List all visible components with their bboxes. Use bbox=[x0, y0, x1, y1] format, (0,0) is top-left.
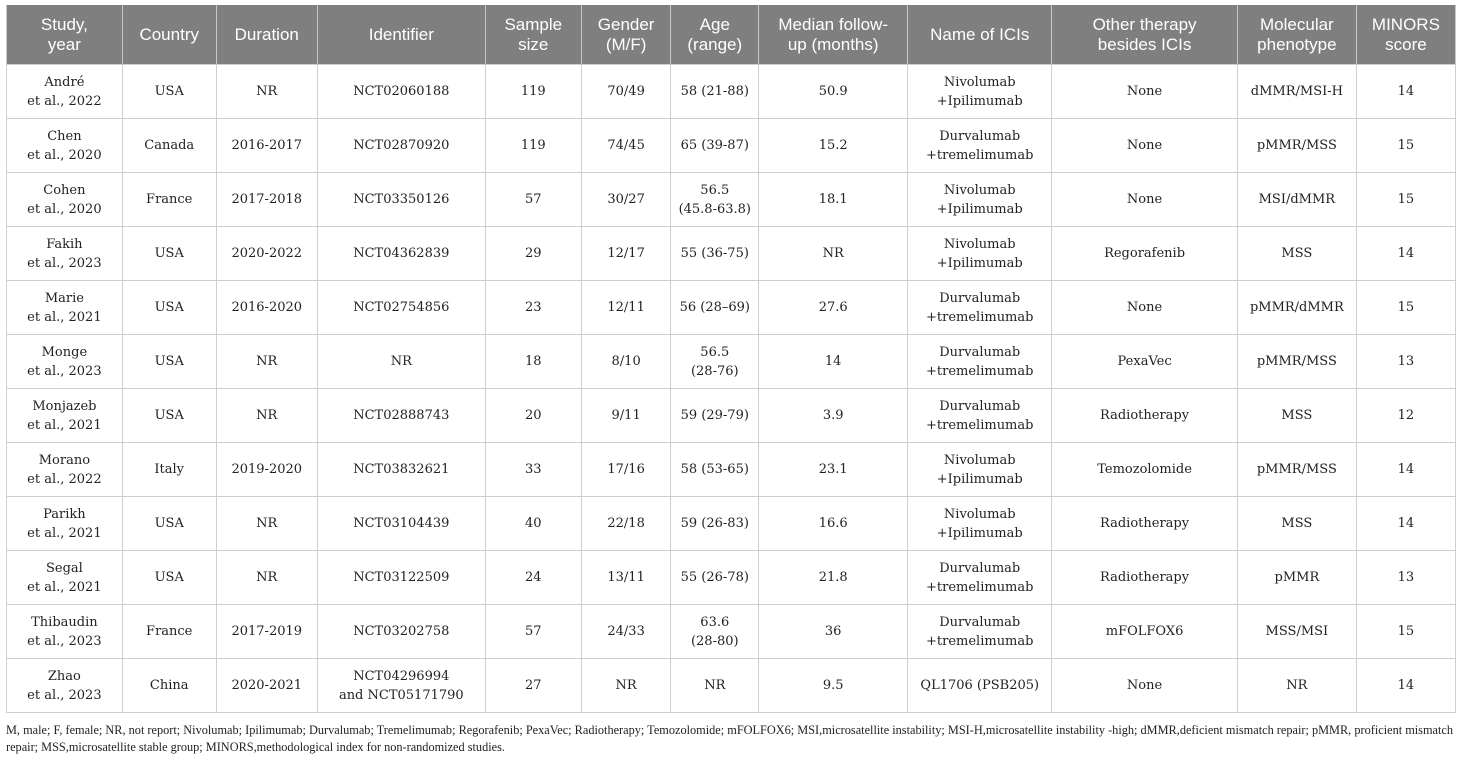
cell-name-of-icis: Durvalumab +tremelimumab bbox=[908, 605, 1052, 659]
cell-country: Italy bbox=[122, 443, 216, 497]
cell-identifier: NCT02888743 bbox=[317, 389, 485, 443]
cell-sample-size: 57 bbox=[485, 605, 581, 659]
cell-gender: 22/18 bbox=[581, 497, 671, 551]
cell-gender: 17/16 bbox=[581, 443, 671, 497]
header-molecular-phenotype: Molecular phenotype bbox=[1237, 5, 1356, 65]
cell-gender: 74/45 bbox=[581, 119, 671, 173]
cell-study-year: Fakih et al., 2023 bbox=[7, 227, 123, 281]
cell-molecular-phenotype: pMMR/dMMR bbox=[1237, 281, 1356, 335]
header-other-therapy: Other therapy besides ICIs bbox=[1052, 5, 1238, 65]
table-row bbox=[7, 119, 1456, 173]
cell-age: 58 (21-88) bbox=[671, 65, 759, 119]
cell-minors-score: 14 bbox=[1356, 659, 1455, 713]
cell-study-year: Marie et al., 2021 bbox=[7, 281, 123, 335]
header-minors-score: MINORS score bbox=[1356, 5, 1455, 65]
cell-sample-size: 40 bbox=[485, 497, 581, 551]
cell-study-year: Morano et al., 2022 bbox=[7, 443, 123, 497]
cell-identifier: NCT03202758 bbox=[317, 605, 485, 659]
cell-study-year: Parikh et al., 2021 bbox=[7, 497, 123, 551]
cell-sample-size: 27 bbox=[485, 659, 581, 713]
cell-age: 55 (36-75) bbox=[671, 227, 759, 281]
cell-minors-score: 13 bbox=[1356, 551, 1455, 605]
cell-minors-score: 15 bbox=[1356, 173, 1455, 227]
cell-sample-size: 57 bbox=[485, 173, 581, 227]
cell-study-year: Segal et al., 2021 bbox=[7, 551, 123, 605]
cell-other-therapy: None bbox=[1052, 281, 1238, 335]
cell-molecular-phenotype: MSI/dMMR bbox=[1237, 173, 1356, 227]
header-country: Country bbox=[122, 5, 216, 65]
cell-median-follow-up: 18.1 bbox=[759, 173, 908, 227]
cell-gender: 9/11 bbox=[581, 389, 671, 443]
cell-other-therapy: None bbox=[1052, 173, 1238, 227]
cell-name-of-icis: QL1706 (PSB205) bbox=[908, 659, 1052, 713]
cell-identifier: NCT03350126 bbox=[317, 173, 485, 227]
cell-minors-score: 14 bbox=[1356, 65, 1455, 119]
cell-identifier: NCT02060188 bbox=[317, 65, 485, 119]
cell-name-of-icis: Nivolumab +Ipilimumab bbox=[908, 443, 1052, 497]
cell-country: Canada bbox=[122, 119, 216, 173]
cell-duration: 2016-2017 bbox=[216, 119, 317, 173]
cell-gender: 70/49 bbox=[581, 65, 671, 119]
cell-minors-score: 15 bbox=[1356, 119, 1455, 173]
cell-age: 59 (26-83) bbox=[671, 497, 759, 551]
cell-molecular-phenotype: NR bbox=[1237, 659, 1356, 713]
cell-age: 55 (26-78) bbox=[671, 551, 759, 605]
cell-age: 58 (53-65) bbox=[671, 443, 759, 497]
header-row bbox=[7, 5, 1456, 65]
table-row bbox=[7, 497, 1456, 551]
cell-study-year: Monjazeb et al., 2021 bbox=[7, 389, 123, 443]
study-characteristics-table bbox=[6, 5, 1456, 713]
cell-country: USA bbox=[122, 227, 216, 281]
cell-country: USA bbox=[122, 389, 216, 443]
cell-sample-size: 20 bbox=[485, 389, 581, 443]
cell-gender: 12/11 bbox=[581, 281, 671, 335]
cell-median-follow-up: 36 bbox=[759, 605, 908, 659]
cell-country: USA bbox=[122, 551, 216, 605]
cell-identifier: NCT03832621 bbox=[317, 443, 485, 497]
cell-other-therapy: PexaVec bbox=[1052, 335, 1238, 389]
cell-other-therapy: Regorafenib bbox=[1052, 227, 1238, 281]
cell-minors-score: 12 bbox=[1356, 389, 1455, 443]
cell-name-of-icis: Nivolumab +Ipilimumab bbox=[908, 65, 1052, 119]
cell-study-year: Zhao et al., 2023 bbox=[7, 659, 123, 713]
cell-sample-size: 119 bbox=[485, 119, 581, 173]
cell-sample-size: 18 bbox=[485, 335, 581, 389]
cell-median-follow-up: 23.1 bbox=[759, 443, 908, 497]
table-header bbox=[7, 5, 1456, 65]
cell-duration: 2017-2019 bbox=[216, 605, 317, 659]
cell-molecular-phenotype: MSS bbox=[1237, 497, 1356, 551]
cell-median-follow-up: 21.8 bbox=[759, 551, 908, 605]
cell-other-therapy: Radiotherapy bbox=[1052, 389, 1238, 443]
cell-study-year: Cohen et al., 2020 bbox=[7, 173, 123, 227]
cell-country: USA bbox=[122, 281, 216, 335]
table-row bbox=[7, 605, 1456, 659]
cell-other-therapy: None bbox=[1052, 659, 1238, 713]
table-row bbox=[7, 335, 1456, 389]
cell-name-of-icis: Nivolumab +Ipilimumab bbox=[908, 173, 1052, 227]
cell-country: China bbox=[122, 659, 216, 713]
cell-sample-size: 23 bbox=[485, 281, 581, 335]
cell-name-of-icis: Durvalumab +tremelimumab bbox=[908, 119, 1052, 173]
cell-molecular-phenotype: pMMR/MSS bbox=[1237, 335, 1356, 389]
cell-other-therapy: Radiotherapy bbox=[1052, 551, 1238, 605]
cell-identifier: NCT04362839 bbox=[317, 227, 485, 281]
cell-minors-score: 13 bbox=[1356, 335, 1455, 389]
cell-sample-size: 29 bbox=[485, 227, 581, 281]
cell-minors-score: 14 bbox=[1356, 497, 1455, 551]
cell-country: USA bbox=[122, 335, 216, 389]
cell-study-year: Chen et al., 2020 bbox=[7, 119, 123, 173]
cell-identifier: NR bbox=[317, 335, 485, 389]
cell-identifier: NCT03104439 bbox=[317, 497, 485, 551]
cell-molecular-phenotype: dMMR/MSI-H bbox=[1237, 65, 1356, 119]
cell-molecular-phenotype: MSS bbox=[1237, 389, 1356, 443]
cell-study-year: André et al., 2022 bbox=[7, 65, 123, 119]
cell-age: NR bbox=[671, 659, 759, 713]
cell-median-follow-up: NR bbox=[759, 227, 908, 281]
study-characteristics-table-container bbox=[6, 5, 1456, 713]
table-row bbox=[7, 65, 1456, 119]
cell-gender: NR bbox=[581, 659, 671, 713]
cell-age: 63.6 (28-80) bbox=[671, 605, 759, 659]
header-sample-size: Sample size bbox=[485, 5, 581, 65]
cell-duration: 2017-2018 bbox=[216, 173, 317, 227]
table-row bbox=[7, 227, 1456, 281]
cell-age: 56 (28–69) bbox=[671, 281, 759, 335]
cell-median-follow-up: 15.2 bbox=[759, 119, 908, 173]
cell-name-of-icis: Durvalumab +tremelimumab bbox=[908, 551, 1052, 605]
cell-age: 65 (39-87) bbox=[671, 119, 759, 173]
cell-duration: NR bbox=[216, 65, 317, 119]
cell-duration: 2020-2022 bbox=[216, 227, 317, 281]
cell-minors-score: 14 bbox=[1356, 227, 1455, 281]
header-name-of-icis: Name of ICIs bbox=[908, 5, 1052, 65]
cell-other-therapy: mFOLFOX6 bbox=[1052, 605, 1238, 659]
header-study-year: Study, year bbox=[7, 5, 123, 65]
table-footnote: M, male; F, female; NR, not report; Nivolumab; Ipilimumab; Durvalumab; Tremelimumab; Regorafenib; PexaVec; Radiotherapy; Temozolomide; mFOLFOX6; MSI,microsatellite instability; MSI-H,microsatellite instability -high; dMMR,deficient mismatch repair; pMMR, proficient mismatch repair; MSS,microsatellite stable group; MINORS,methodological index for non-randomized studies. bbox=[6, 723, 1454, 754]
cell-age: 59 (29-79) bbox=[671, 389, 759, 443]
cell-median-follow-up: 3.9 bbox=[759, 389, 908, 443]
cell-median-follow-up: 16.6 bbox=[759, 497, 908, 551]
cell-sample-size: 24 bbox=[485, 551, 581, 605]
cell-gender: 8/10 bbox=[581, 335, 671, 389]
cell-country: USA bbox=[122, 65, 216, 119]
header-median-follow-up: Median follow- up (months) bbox=[759, 5, 908, 65]
table-row bbox=[7, 443, 1456, 497]
cell-name-of-icis: Durvalumab +tremelimumab bbox=[908, 389, 1052, 443]
cell-gender: 30/27 bbox=[581, 173, 671, 227]
cell-other-therapy: Radiotherapy bbox=[1052, 497, 1238, 551]
cell-duration: NR bbox=[216, 551, 317, 605]
cell-duration: NR bbox=[216, 335, 317, 389]
cell-other-therapy: Temozolomide bbox=[1052, 443, 1238, 497]
cell-age: 56.5 (45.8-63.8) bbox=[671, 173, 759, 227]
cell-name-of-icis: Nivolumab +Ipilimumab bbox=[908, 497, 1052, 551]
cell-median-follow-up: 9.5 bbox=[759, 659, 908, 713]
table-body bbox=[7, 65, 1456, 713]
cell-molecular-phenotype: pMMR bbox=[1237, 551, 1356, 605]
cell-name-of-icis: Durvalumab +tremelimumab bbox=[908, 281, 1052, 335]
header-gender: Gender (M/F) bbox=[581, 5, 671, 65]
cell-name-of-icis: Nivolumab +Ipilimumab bbox=[908, 227, 1052, 281]
cell-duration: NR bbox=[216, 497, 317, 551]
cell-molecular-phenotype: MSS/MSI bbox=[1237, 605, 1356, 659]
cell-gender: 13/11 bbox=[581, 551, 671, 605]
cell-duration: 2020-2021 bbox=[216, 659, 317, 713]
cell-duration: NR bbox=[216, 389, 317, 443]
cell-other-therapy: None bbox=[1052, 65, 1238, 119]
cell-duration: 2019-2020 bbox=[216, 443, 317, 497]
table-row bbox=[7, 281, 1456, 335]
cell-other-therapy: None bbox=[1052, 119, 1238, 173]
table-row bbox=[7, 389, 1456, 443]
table-row bbox=[7, 659, 1456, 713]
cell-country: France bbox=[122, 173, 216, 227]
cell-sample-size: 33 bbox=[485, 443, 581, 497]
cell-median-follow-up: 27.6 bbox=[759, 281, 908, 335]
cell-duration: 2016-2020 bbox=[216, 281, 317, 335]
cell-molecular-phenotype: pMMR/MSS bbox=[1237, 119, 1356, 173]
cell-identifier: NCT04296994 and NCT05171790 bbox=[317, 659, 485, 713]
table-row bbox=[7, 551, 1456, 605]
cell-identifier: NCT02754856 bbox=[317, 281, 485, 335]
header-duration: Duration bbox=[216, 5, 317, 65]
cell-identifier: NCT02870920 bbox=[317, 119, 485, 173]
cell-minors-score: 15 bbox=[1356, 605, 1455, 659]
header-age: Age (range) bbox=[671, 5, 759, 65]
cell-gender: 24/33 bbox=[581, 605, 671, 659]
cell-name-of-icis: Durvalumab +tremelimumab bbox=[908, 335, 1052, 389]
cell-study-year: Monge et al., 2023 bbox=[7, 335, 123, 389]
header-identifier: Identifier bbox=[317, 5, 485, 65]
cell-identifier: NCT03122509 bbox=[317, 551, 485, 605]
cell-sample-size: 119 bbox=[485, 65, 581, 119]
cell-study-year: Thibaudin et al., 2023 bbox=[7, 605, 123, 659]
cell-median-follow-up: 14 bbox=[759, 335, 908, 389]
cell-molecular-phenotype: MSS bbox=[1237, 227, 1356, 281]
cell-country: France bbox=[122, 605, 216, 659]
cell-country: USA bbox=[122, 497, 216, 551]
cell-median-follow-up: 50.9 bbox=[759, 65, 908, 119]
cell-gender: 12/17 bbox=[581, 227, 671, 281]
cell-molecular-phenotype: pMMR/MSS bbox=[1237, 443, 1356, 497]
cell-minors-score: 15 bbox=[1356, 281, 1455, 335]
table-row bbox=[7, 173, 1456, 227]
cell-minors-score: 14 bbox=[1356, 443, 1455, 497]
cell-age: 56.5 (28-76) bbox=[671, 335, 759, 389]
